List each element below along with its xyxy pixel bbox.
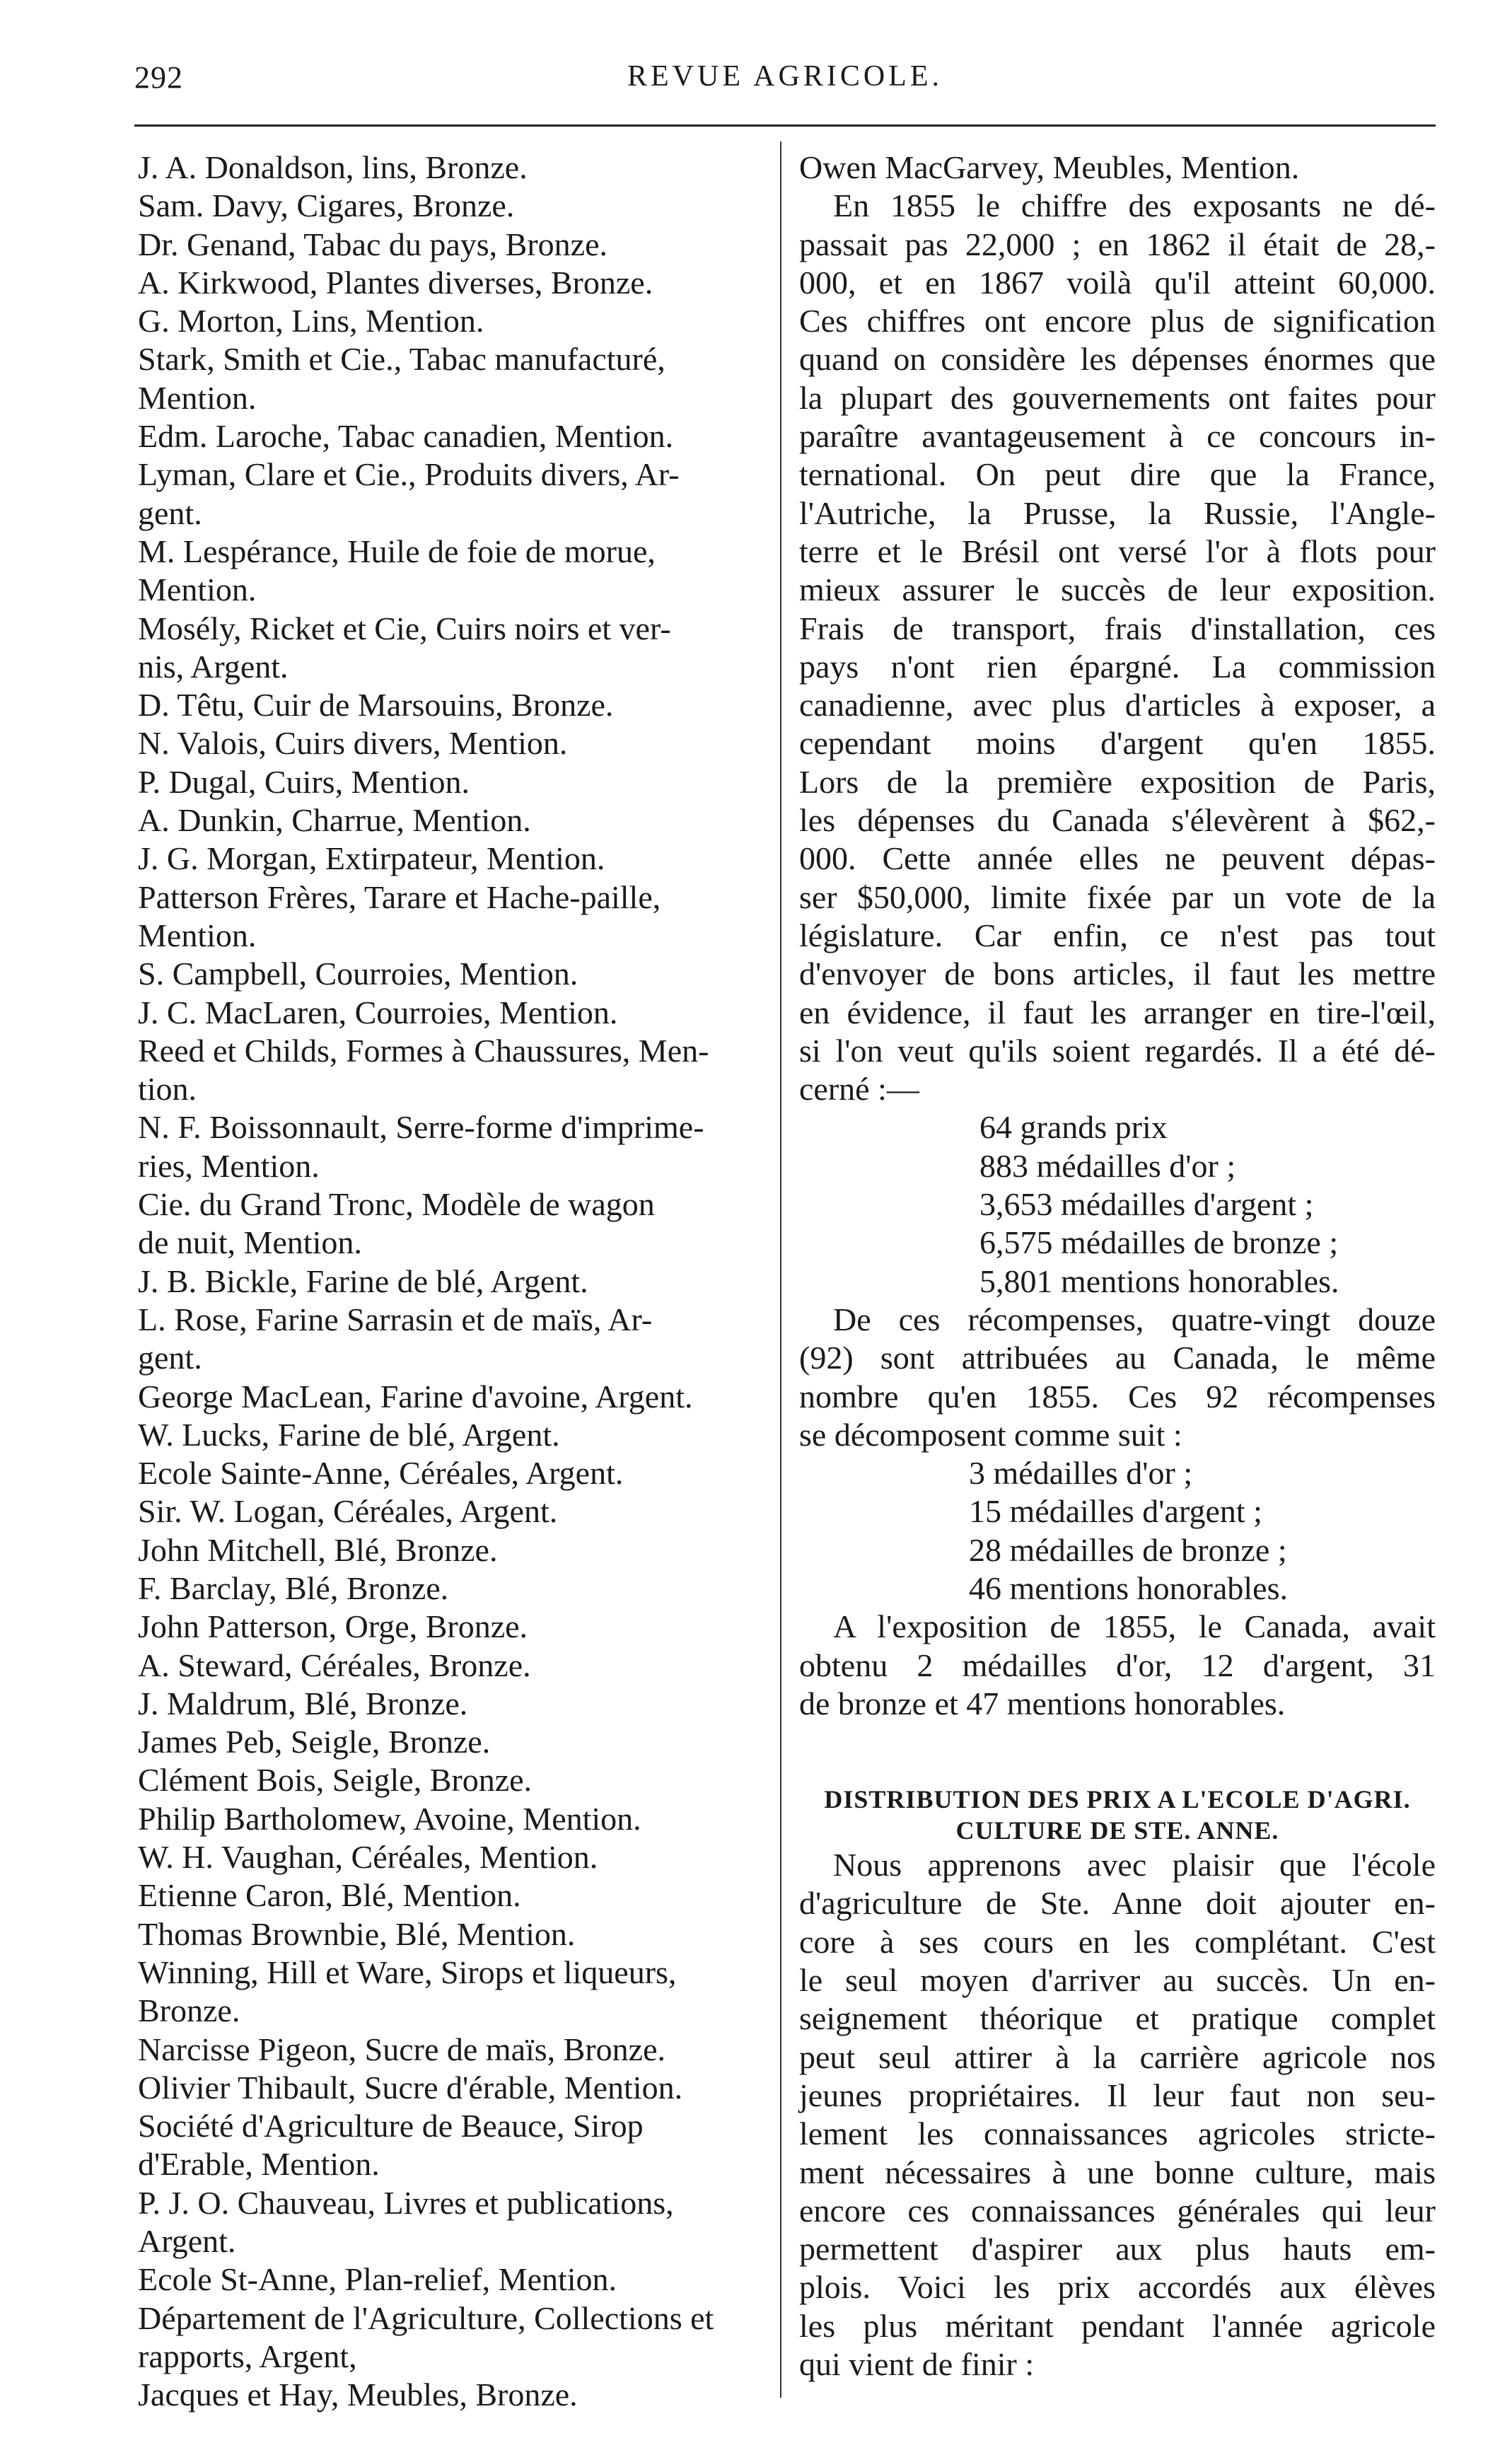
entry-line: Stark, Smith et Cie., Tabac manufacturé, xyxy=(138,341,665,378)
text-line: ment nécessaires à une bonne culture, mais xyxy=(799,2154,1436,2190)
entry-line: Narcisse Pigeon, Sucre de maïs, Bronze. xyxy=(138,2031,666,2067)
entry-line: Bronze. xyxy=(138,1992,240,2029)
exhibitor-entry xyxy=(138,1416,760,1454)
entry-line: L. Rose, Farine Sarrasin et de maïs, Ar- xyxy=(138,1301,653,1337)
text-line: lement les connaissances agricoles stricte- xyxy=(799,2115,1436,2152)
exhibitor-entry xyxy=(138,763,760,801)
exhibitor-entry: Owen MacGarvey, Meubles, Mention. xyxy=(799,149,1300,185)
exhibitor-entry xyxy=(138,226,760,264)
exhibitor-entry xyxy=(138,1454,760,1492)
entry-line: rapports, Argent, xyxy=(138,2338,357,2374)
text-line: pays n'ont rien épargné. La commission xyxy=(799,648,1436,685)
exhibitor-entry xyxy=(138,610,760,687)
text-line: en évidence, il faut les arranger en tire-l'œil, xyxy=(799,994,1436,1031)
text-line: 000. Cette année elles ne peuvent dépas- xyxy=(799,840,1436,877)
entry-line: D. Têtu, Cuir de Marsouins, Bronze. xyxy=(138,687,614,724)
prize-item: 5,801 mentions honorables. xyxy=(979,1262,1339,1299)
text-line: encore ces connaissances générales qui leur xyxy=(799,2192,1436,2229)
text-line: d'envoyer de bons articles, il faut les mettre xyxy=(799,956,1436,992)
entry-line: N. F. Boissonnault, Serre-forme d'imprime- xyxy=(138,1109,704,1146)
award-item: 3 médailles d'or ; xyxy=(969,1455,1193,1492)
exhibitor-entry xyxy=(138,1301,760,1378)
page-number: 292 xyxy=(134,60,183,95)
exhibitor-entry xyxy=(138,302,760,340)
exhibitor-entry xyxy=(138,1032,760,1109)
text-line: de bronze et 47 mentions honorables. xyxy=(799,1685,1286,1722)
entry-line: nis, Argent. xyxy=(138,648,289,685)
exhibitor-entry xyxy=(138,2184,760,2261)
exhibitor-entry xyxy=(138,2031,760,2069)
entry-line: W. Lucks, Farine de blé, Argent. xyxy=(138,1416,560,1453)
entry-line: G. Morton, Lins, Mention. xyxy=(138,303,484,339)
exhibitor-entry xyxy=(138,1876,760,1915)
award-item: 46 mentions honorables. xyxy=(969,1569,1288,1606)
entry-line: F. Barclay, Blé, Bronze. xyxy=(138,1569,449,1606)
entry-line: P. Dugal, Cuirs, Mention. xyxy=(138,763,470,800)
paragraph-ecole xyxy=(799,1846,1436,2384)
text-line: législature. Car enfin, ce n'est pas tout xyxy=(799,917,1436,953)
exhibitor-entry xyxy=(138,955,760,993)
exhibitor-entry xyxy=(138,264,760,302)
text-line: permettent d'aspirer aux plus hauts em- xyxy=(799,2231,1436,2268)
exhibitor-entry xyxy=(138,149,760,187)
text-line: terre et le Brésil ont versé l'or à flots pour xyxy=(799,533,1436,569)
exhibitor-entry xyxy=(138,1262,760,1301)
award-item: 15 médailles d'argent ; xyxy=(969,1493,1262,1530)
entry-line: A. Steward, Céréales, Bronze. xyxy=(138,1647,531,1683)
text-line: Nous apprenons avec plaisir que l'école xyxy=(833,1847,1436,1883)
exhibitor-entry xyxy=(138,2107,760,2184)
right-column xyxy=(799,149,1436,2384)
text-line: cependant moins d'argent qu'en 1855. xyxy=(799,725,1436,762)
entry-line: Mention. xyxy=(138,379,257,416)
exhibitor-entry xyxy=(138,1569,760,1608)
prize-list xyxy=(799,1108,1436,1300)
text-line: canadienne, avec plus d'articles à exposer, a xyxy=(799,687,1436,724)
entry-line: Patterson Frères, Tarare et Hache-paille, xyxy=(138,878,661,915)
exhibitor-entry xyxy=(138,1108,760,1185)
exhibitor-entry xyxy=(138,1723,760,1761)
exhibitor-entry xyxy=(138,1647,760,1685)
exhibitor-entry xyxy=(138,1185,760,1262)
entry-line: Edm. Laroche, Tabac canadien, Mention. xyxy=(138,418,674,455)
exhibitor-entry xyxy=(138,1685,760,1723)
entry-line: Sir. W. Logan, Céréales, Argent. xyxy=(138,1493,558,1530)
entry-line: John Patterson, Orge, Bronze. xyxy=(138,1608,528,1645)
text-line: nombre qu'en 1855. Ces 92 récompenses xyxy=(799,1378,1436,1415)
prize-item: 6,575 médailles de bronze ; xyxy=(979,1224,1339,1261)
exhibitor-entry xyxy=(138,1838,760,1876)
text-line: Ces chiffres ont encore plus de signification xyxy=(799,303,1436,339)
entry-line: S. Campbell, Courroies, Mention. xyxy=(138,956,578,992)
entry-line: N. Valois, Cuirs divers, Mention. xyxy=(138,725,568,762)
entry-line: Lyman, Clare et Cie., Produits divers, Ar- xyxy=(138,456,680,493)
entry-line: P. J. O. Chauveau, Livres et publications, xyxy=(138,2184,674,2221)
text-line: (92) sont attribuées au Canada, le même xyxy=(799,1340,1436,1376)
entry-line: d'Erable, Mention. xyxy=(138,2146,380,2183)
section-gap xyxy=(799,1723,1436,1784)
exhibitor-entry xyxy=(138,417,760,455)
award-item: 28 médailles de bronze ; xyxy=(969,1531,1287,1568)
text-line: se décomposent comme suit : xyxy=(799,1416,1182,1453)
text-line: quand on considère les dépenses énormes que xyxy=(799,341,1436,378)
exhibitor-entry xyxy=(138,994,760,1032)
entry-line: Dr. Genand, Tabac du pays, Bronze. xyxy=(138,226,608,262)
entry-line: Argent. xyxy=(138,2223,236,2260)
exhibitor-entry xyxy=(138,2299,760,2376)
exhibitor-entry xyxy=(138,1915,760,1954)
text-line: core à ses cours en les complétant. C'est xyxy=(799,1923,1436,1960)
prize-item: 3,653 médailles d'argent ; xyxy=(979,1186,1314,1223)
text-line: seignement théorique et pratique complet xyxy=(799,2000,1436,2037)
entry-line: Etienne Caron, Blé, Mention. xyxy=(138,1877,521,1914)
text-line: si l'on veut qu'ils soient regardés. Il a été dé- xyxy=(799,1032,1436,1069)
text-line: A l'exposition de 1855, le Canada, avait xyxy=(833,1608,1436,1645)
text-line: les plus méritant pendant l'année agricole xyxy=(799,2307,1436,2344)
entry-line: de nuit, Mention. xyxy=(138,1224,362,1261)
paragraph-1855 xyxy=(799,1608,1436,1723)
text-line: d'agriculture de Ste. Anne doit ajouter en- xyxy=(799,1885,1436,1922)
text-line: qui vient de finir : xyxy=(799,2346,1035,2383)
entry-line: ries, Mention. xyxy=(138,1147,320,1184)
text-line: l'Autriche, la Prusse, la Russie, l'Angle- xyxy=(799,494,1436,531)
exhibitor-entry xyxy=(138,455,760,533)
entry-line: J. G. Morgan, Extirpateur, Mention. xyxy=(138,840,605,877)
exhibitor-entry xyxy=(138,187,760,225)
exhibitor-entry xyxy=(138,686,760,724)
text-line: les dépenses du Canada s'élevèrent à $62,- xyxy=(799,802,1436,839)
exhibitor-entry xyxy=(138,878,760,956)
text-line: paraître avantageusement à ce concours in- xyxy=(799,418,1436,455)
entry-line: John Mitchell, Blé, Bronze. xyxy=(138,1531,498,1568)
entry-line: J. Maldrum, Blé, Bronze. xyxy=(138,1685,468,1722)
entry-line: Clément Bois, Seigle, Bronze. xyxy=(138,1762,533,1799)
entry-line: gent. xyxy=(138,1340,202,1376)
entry-line: Jacques et Hay, Meubles, Bronze. xyxy=(138,2376,578,2413)
exhibitor-entry xyxy=(138,1954,760,2031)
entry-line: Mention. xyxy=(138,571,257,608)
entry-line: Sam. Davy, Cigares, Bronze. xyxy=(138,187,515,224)
exhibitor-entry xyxy=(138,533,760,610)
text-line: En 1855 le chiffre des exposants ne dé- xyxy=(833,187,1436,224)
exhibitor-entry xyxy=(138,801,760,840)
paragraph-recompenses xyxy=(799,1301,1436,1454)
exhibitor-entry xyxy=(138,340,760,417)
entry-line: J. A. Donaldson, lins, Bronze. xyxy=(138,149,528,185)
exhibitor-entry xyxy=(138,1531,760,1569)
text-line: obtenu 2 médailles d'or, 12 d'argent, 31 xyxy=(799,1647,1436,1683)
canada-awards-list xyxy=(799,1454,1436,1608)
entry-line: Ecole St-Anne, Plan-relief, Mention. xyxy=(138,2261,617,2298)
exhibitor-entry xyxy=(138,1378,760,1416)
entry-line: James Peb, Seigle, Bronze. xyxy=(138,1724,491,1760)
column-divider xyxy=(780,141,781,2398)
text-line: ser $50,000, limite fixée par un vote de la xyxy=(799,878,1436,915)
text-line: mieux assurer le succès de leur exposition. xyxy=(799,571,1436,608)
entry-line: George MacLean, Farine d'avoine, Argent. xyxy=(138,1378,693,1415)
text-line: 000, et en 1867 voilà qu'il atteint 60,000. xyxy=(799,264,1436,301)
entry-line: A. Kirkwood, Plantes diverses, Bronze. xyxy=(138,264,653,301)
text-line: passait pas 22,000 ; en 1862 il était de 28,- xyxy=(799,226,1436,262)
exhibitor-entry xyxy=(138,1800,760,1838)
section-heading xyxy=(799,1784,1436,1846)
prize-item: 883 médailles d'or ; xyxy=(979,1147,1236,1184)
entry-line: W. H. Vaughan, Céréales, Mention. xyxy=(138,1839,598,1876)
entry-line: Cie. du Grand Tronc, Modèle de wagon xyxy=(138,1186,655,1223)
text-line: ternational. On peut dire que la France, xyxy=(799,456,1436,493)
entry-line: Mosély, Ricket et Cie, Cuirs noirs et ver- xyxy=(138,610,671,646)
text-line: De ces récompenses, quatre-vingt douze xyxy=(833,1301,1436,1337)
entry-line: tion. xyxy=(138,1071,197,1108)
text-line: Frais de transport, frais d'installation, ces xyxy=(799,610,1436,646)
entry-line: Ecole Sainte-Anne, Céréales, Argent. xyxy=(138,1455,624,1492)
text-line: peut seul attirer à la carrière agricole nos xyxy=(799,2038,1436,2075)
entry-line: Mention. xyxy=(138,917,257,953)
heading-line: DISTRIBUTION DES PRIX A L'ECOLE D'AGRI. xyxy=(824,1785,1411,1814)
exhibitor-entry xyxy=(138,724,760,762)
exhibitor-entry xyxy=(138,2260,760,2299)
entry-line: J. C. MacLaren, Courroies, Mention. xyxy=(138,994,618,1031)
exhibitor-entry xyxy=(138,1492,760,1531)
text-line: jeunes propriétaires. Il leur faut non seu- xyxy=(799,2077,1436,2113)
exhibitor-entry xyxy=(138,2069,760,2107)
exhibitor-entry xyxy=(138,1761,760,1799)
entry-line: Reed et Childs, Formes à Chaussures, Men- xyxy=(138,1032,709,1069)
entry-line: Winning, Hill et Ware, Sirops et liqueurs, xyxy=(138,1954,677,1990)
prize-item: 64 grands prix xyxy=(979,1109,1168,1146)
entry-line: M. Lespérance, Huile de foie de morue, xyxy=(138,533,656,569)
text-line: Lors de la première exposition de Paris, xyxy=(799,763,1436,800)
entry-line: Philip Bartholomew, Avoine, Mention. xyxy=(138,1800,641,1837)
header-rule xyxy=(134,124,1436,127)
entry-line: Département de l'Agriculture, Collections et xyxy=(138,2299,714,2336)
entry-line: Société d'Agriculture de Beauce, Sirop xyxy=(138,2108,644,2144)
entry-line: gent. xyxy=(138,494,202,531)
exhibitor-entry xyxy=(138,2376,760,2414)
entry-line: A. Dunkin, Charrue, Mention. xyxy=(138,802,531,839)
heading-line: CULTURE DE STE. ANNE. xyxy=(955,1816,1279,1845)
text-line: cerné :— xyxy=(799,1071,919,1108)
left-column xyxy=(138,149,760,2415)
page-header xyxy=(134,59,1436,109)
exhibitor-entry xyxy=(138,840,760,878)
paragraph-exposants xyxy=(799,187,1436,1108)
text-line: le seul moyen d'arriver au succès. Un en- xyxy=(799,1962,1436,1999)
exhibitor-entry xyxy=(138,1608,760,1646)
entry-line: J. B. Bickle, Farine de blé, Argent. xyxy=(138,1262,588,1299)
entry-line: Olivier Thibault, Sucre d'érable, Mention. xyxy=(138,2069,683,2106)
entry-line: Thomas Brownbie, Blé, Mention. xyxy=(138,1915,576,1952)
text-line: la plupart des gouvernements ont faites pour xyxy=(799,379,1436,416)
text-line: plois. Voici les prix accordés aux élèves xyxy=(799,2269,1436,2306)
running-title: REVUE AGRICOLE. xyxy=(627,60,943,93)
